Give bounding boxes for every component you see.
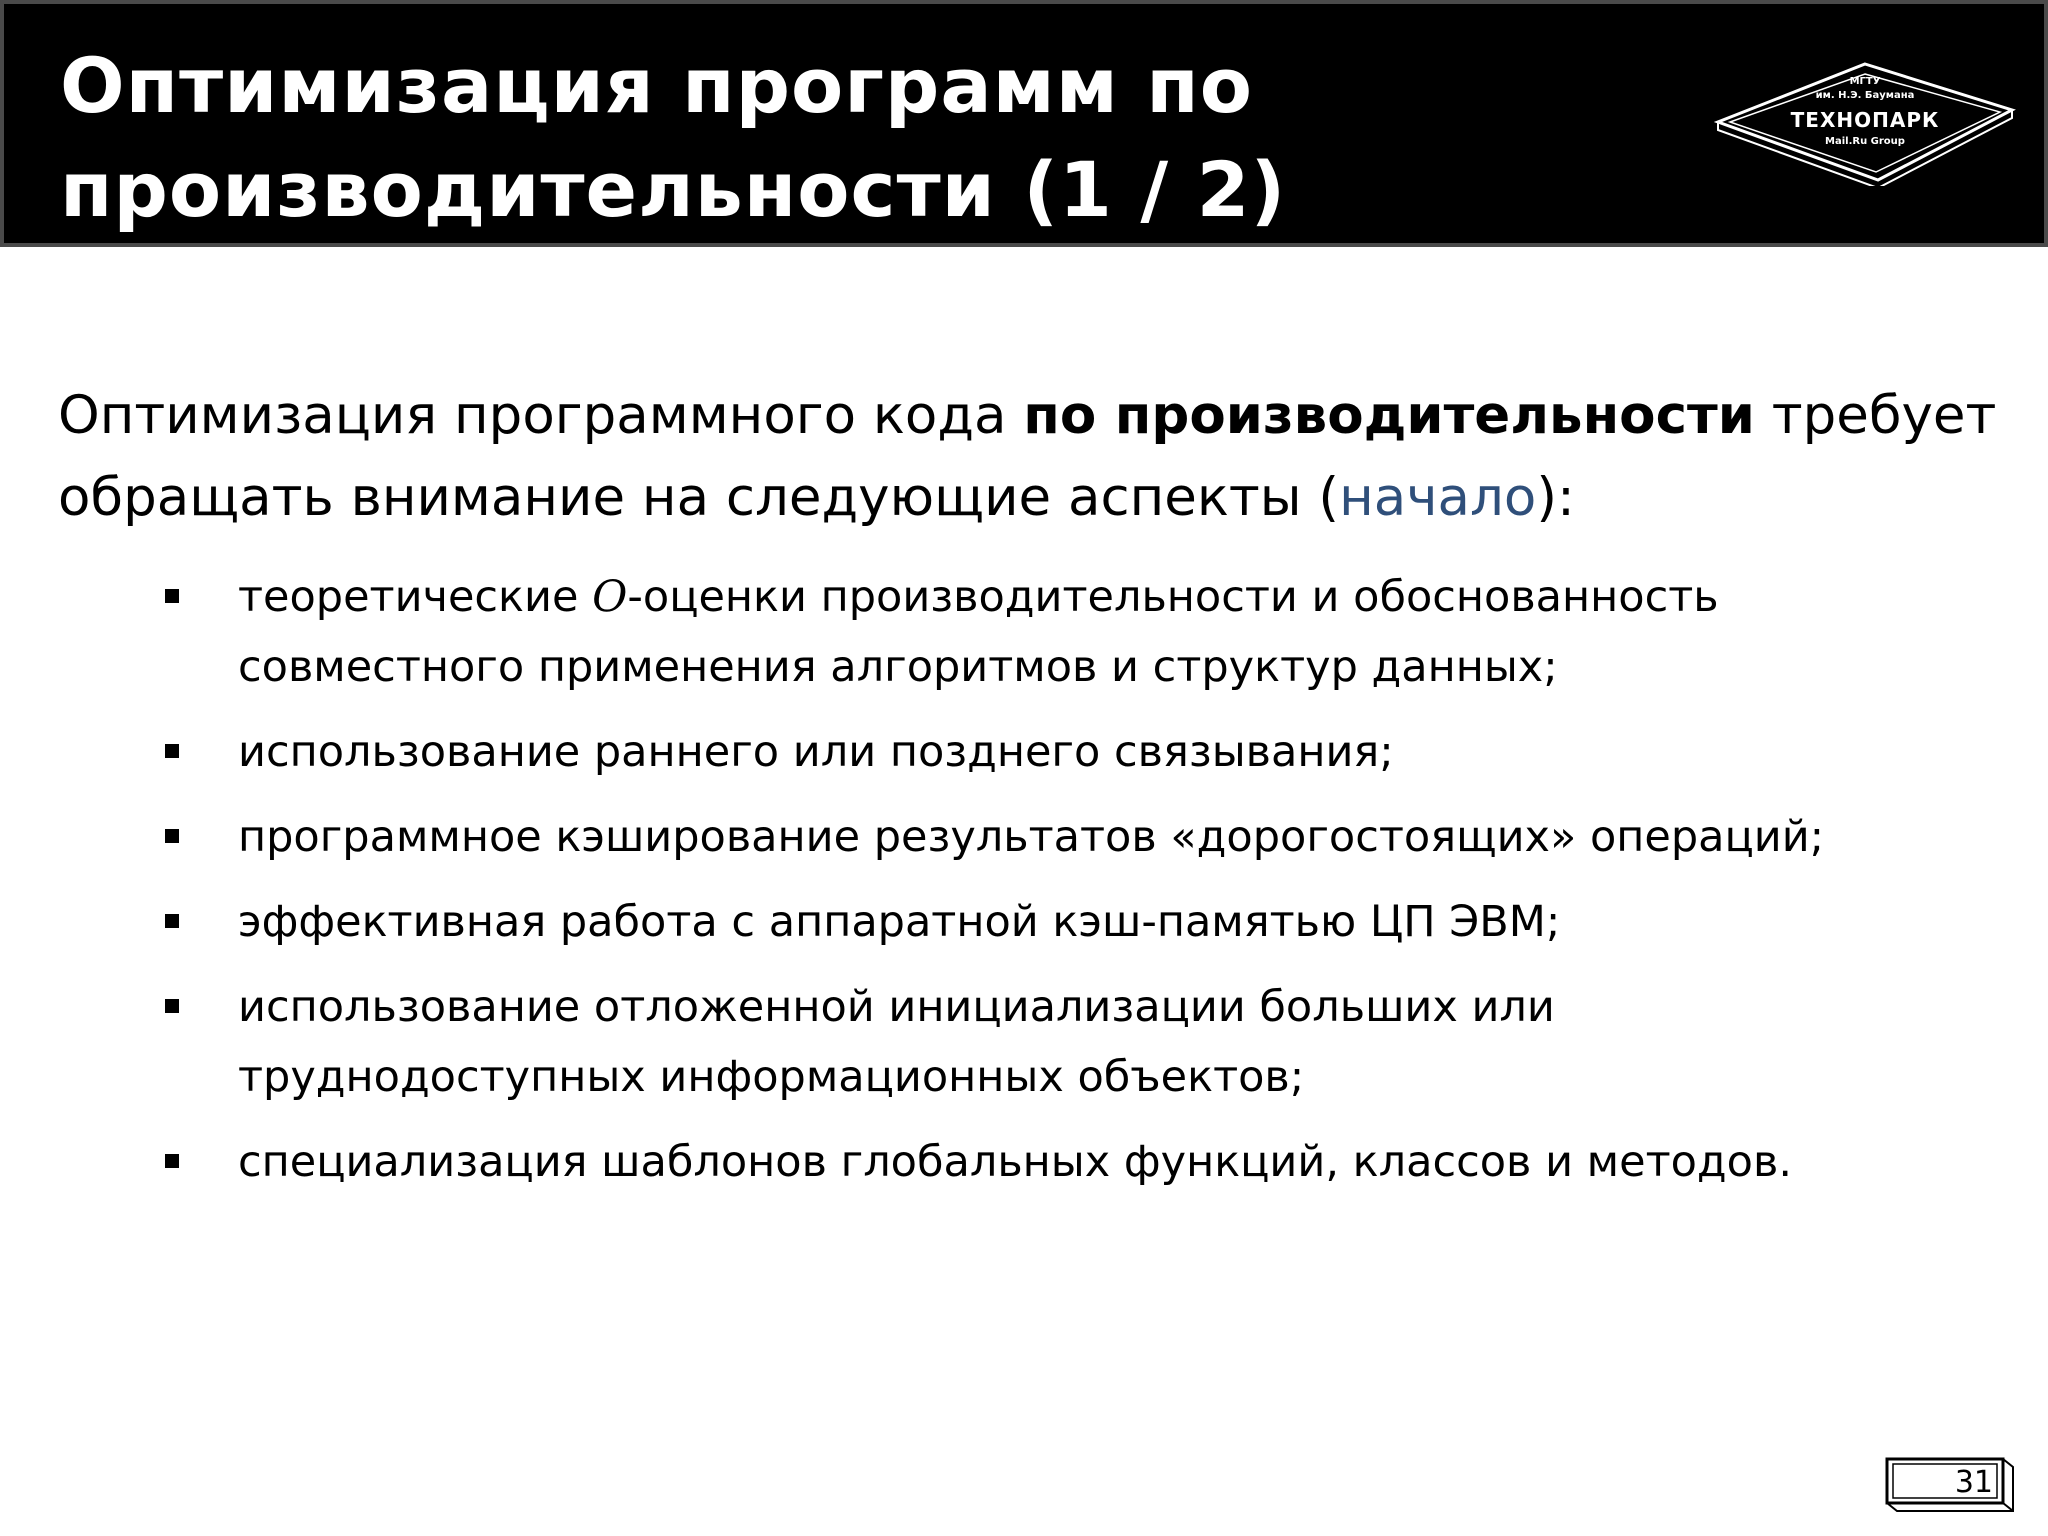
bullet-text: программное кэширование результатов «дорогостоящих» операций; bbox=[238, 812, 1825, 862]
intro-bold-text: по производительности bbox=[1023, 385, 1755, 446]
logo-university: МГТУ bbox=[1849, 76, 1881, 87]
intro-accent-text: начало bbox=[1339, 467, 1537, 528]
list-item bbox=[0, 887, 1858, 957]
logo-university-name: им. Н.Э. Баумана bbox=[1815, 90, 1915, 101]
bullet-square-icon bbox=[165, 829, 179, 843]
bullet-square-icon bbox=[165, 999, 179, 1013]
bullet-text-pre: теоретические bbox=[238, 572, 593, 622]
bullet-square-icon bbox=[165, 914, 179, 928]
slide-title-line-2: производительности (1 / 2) bbox=[60, 145, 1287, 234]
list-item bbox=[0, 1127, 1858, 1197]
intro-paragraph bbox=[58, 375, 2008, 539]
list-item bbox=[0, 972, 1858, 1112]
slide-title-line-1: Оптимизация программ по bbox=[60, 41, 1254, 130]
slide-title bbox=[60, 34, 1660, 242]
intro-text-3: ): bbox=[1536, 467, 1575, 528]
intro-text-1: Оптимизация программного кода bbox=[58, 385, 1024, 446]
logo-group: Mail.Ru Group bbox=[1825, 136, 1905, 147]
page-number-box bbox=[1885, 1457, 2015, 1513]
intro-text-2: требует обращать внимание на следующие аспекты ( bbox=[58, 385, 1997, 528]
logo-name: ТЕХНОПАРК bbox=[1790, 108, 1940, 132]
aspects-list bbox=[0, 562, 2048, 1212]
bullet-text: использование раннего или позднего связывания; bbox=[238, 727, 1394, 777]
list-item bbox=[0, 802, 1858, 872]
slide-header bbox=[0, 0, 2048, 247]
bullet-text-post: -оценки производительности и обоснованность совместного применения алгоритмов и структур данных; bbox=[238, 572, 1719, 692]
bullet-square-icon bbox=[165, 1154, 179, 1168]
bullet-text: использование отложенной инициализации больших или труднодоступных информационных объектов; bbox=[238, 982, 1555, 1102]
bullet-text: эффективная работа с аппаратной кэш-памятью ЦП ЭВМ; bbox=[238, 897, 1561, 947]
list-item bbox=[0, 562, 1858, 702]
technopark-logo bbox=[1710, 58, 2020, 186]
bullet-square-icon bbox=[165, 744, 179, 758]
big-o-symbol: O bbox=[592, 572, 628, 622]
bullet-text: специализация шаблонов глобальных функций, классов и методов. bbox=[238, 1137, 1792, 1187]
page-number: 31 bbox=[1954, 1465, 1993, 1500]
list-item bbox=[0, 717, 1858, 787]
bullet-square-icon bbox=[165, 589, 179, 603]
